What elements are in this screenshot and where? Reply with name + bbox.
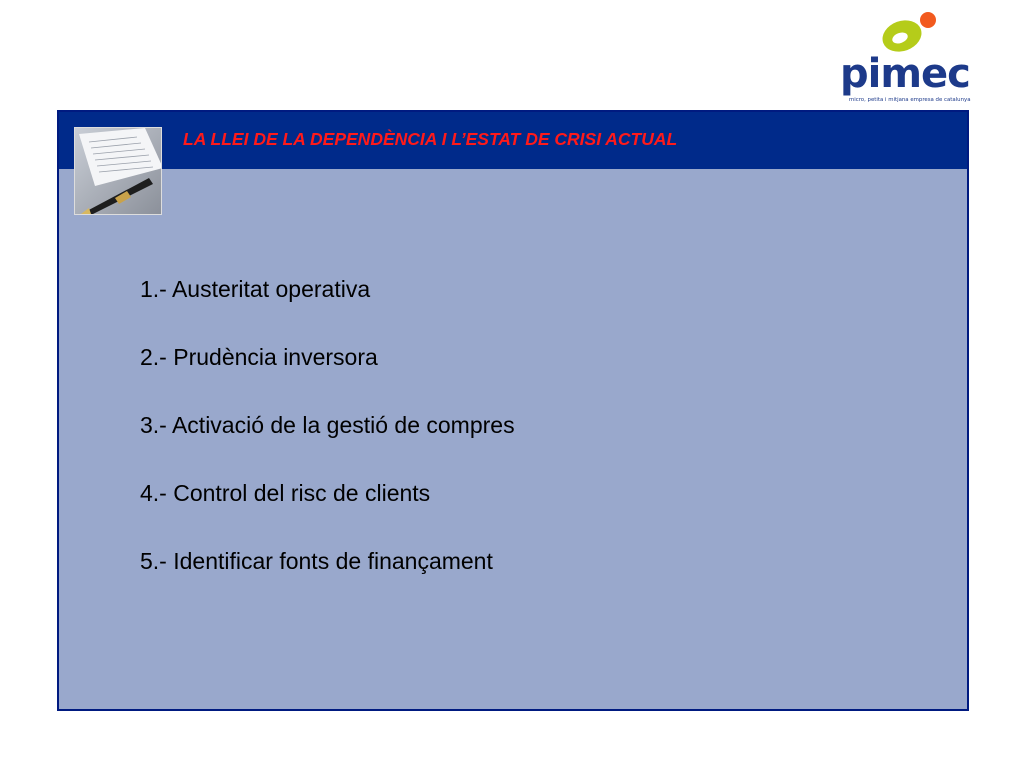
pimec-logo-mark-icon [878,10,938,54]
pimec-logo [838,10,970,102]
slide-frame [57,110,969,711]
list-item: 1.- Austeritat operativa [140,276,371,302]
logo-wordmark: pimec [840,51,970,97]
pen-document-image [74,127,162,215]
logo-tagline: micro, petita i mitjana empresa de catalunya [849,97,971,103]
list-item: 4.- Control del risc de clients [140,480,431,506]
pen-and-document-icon [75,128,162,215]
list-item: 5.- Identificar fonts de finançament [140,548,493,574]
slide-title: LA LLEI DE LA DEPENDÈNCIA I L’ESTAT DE CRISI ACTUAL [183,129,678,149]
items-list [140,272,515,612]
list-item: 3.- Activació de la gestió de compres [140,412,515,438]
list-item: 2.- Prudència inversora [140,344,378,370]
title-bar [59,112,967,169]
